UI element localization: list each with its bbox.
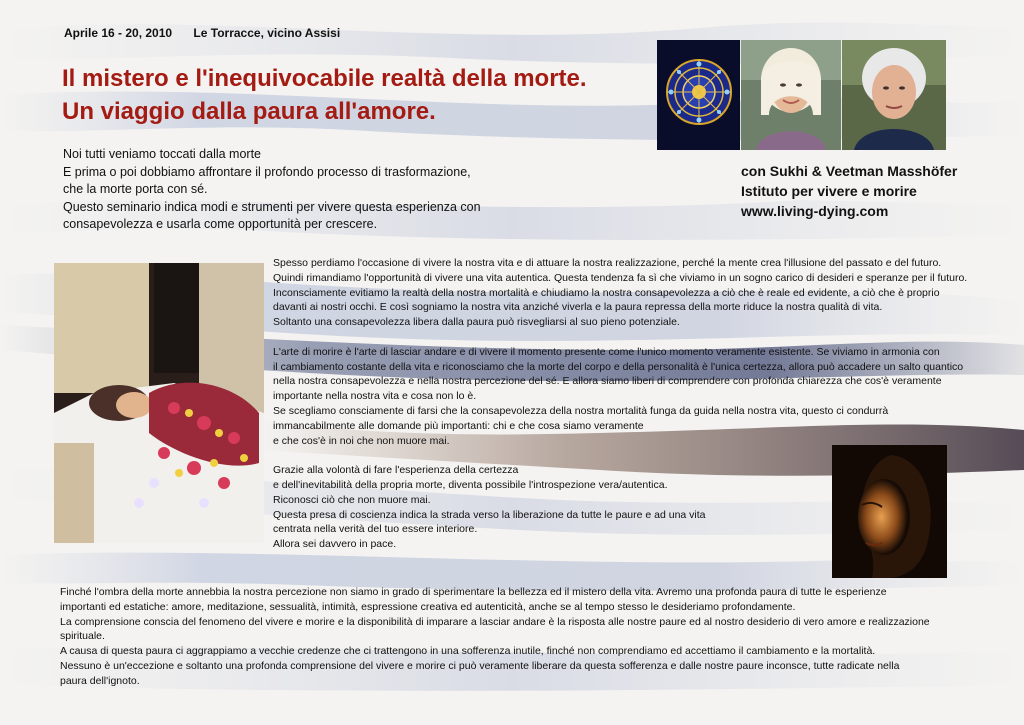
ceremony-photo [54, 263, 264, 543]
text-line: Quindi rimandiamo l'opportunità di vivere una vita autentica. Questa tendenza fa sì che viviamo in un sogno carico di desideri e speranze per il futuro. [273, 271, 968, 284]
text-line: Allora sei davvero in pace. [273, 538, 397, 551]
text-line: Spesso perdiamo l'occasione di vivere la nostra vita e di attuare la nostra realizzazione, perché la mente crea l'illusione del passato e del futuro. [273, 257, 942, 269]
mandala-image [657, 40, 740, 150]
intro-line: Questo seminario indica modi e strumenti per vivere questa esperienza con [63, 199, 481, 214]
event-date: Aprile 16 - 20, 2010 [64, 26, 173, 40]
text-line: Soltanto una consapevolezza libera dalla paura può risvegliarsi al suo pieno potenziale. [273, 316, 680, 329]
website-link[interactable]: www.living-dying.com [741, 203, 889, 219]
face-photo [832, 445, 947, 578]
title-line-1: Il mistero e l'inequivocabile realtà della morte. [62, 65, 587, 92]
text-line: L'arte di morire è l'arte di lasciar andare e di vivere il momento presente come l'unico momento veramente esistente. Se viviamo in armonia con [273, 345, 940, 358]
text-line: e che cos'è in noi che non muore mai. [273, 434, 450, 447]
intro-line: consapevolezza e usarla come opportunità per crescere. [63, 217, 378, 231]
footer-line: La comprensione conscia del fenomeno del vivere e morire e la disponibilità di imparare a lasciar andare è la risposta alle nostre paure ed al nostro desiderio di vero amore e realizzazione [60, 615, 930, 628]
intro-line: che la morte porta con sé. [63, 182, 208, 196]
footer-line: spirituale. [60, 630, 105, 643]
event-location: Le Torracce, vicino Assisi [193, 26, 341, 40]
text-line: Se scegliamo consciamente di farsi che la consapevolezza della nostra mortalità funga da guida nella nostra vita, questo ci condurrà [273, 404, 889, 417]
paragraph-1 [273, 256, 1018, 330]
paragraph-2 [273, 345, 1018, 449]
text-line: Inconsciamente evitiamo la realtà della nostra mortalità e chiudiamo la nostra consapevolezza a ciò che è reale ed evidente, a ciò che è proprio [273, 286, 940, 299]
text-line: e dell'inevitabilità della propria morte, diventa possibile l'introspezione vera/autentica. [273, 478, 668, 491]
text-line: centrata nella verità del tuo essere interiore. [273, 523, 478, 536]
intro-line: E prima o poi dobbiamo affrontare il profondo processo di trasformazione, [63, 164, 471, 179]
text-line: davanti ai nostri occhi. E così sogniamo la nostra vita anziché viverla e la paura repressa della morte riduce la nostra qualità di vita. [273, 301, 883, 314]
presenters-info [741, 161, 1001, 221]
footer-line: paura dell'ignoto. [60, 674, 140, 687]
text-line: Grazie alla volontà di fare l'esperienza della certezza [273, 464, 519, 477]
footer-line: A causa di questa paura ci aggrappiamo a vecchie credenze che ci trattengono in una sofferenza inutile, finché non comprendiamo ed accettiamo il cambiamento e la mortalità. [60, 645, 876, 658]
footer-text [60, 585, 1010, 689]
text-line: importante nella nostra vita e cosa non lo è. [273, 390, 477, 403]
text-line: il cambiamento costante della vita e riconosciamo che la morte del corpo e della personalità è l'unica certezza, allora può accadere un salto quantico [273, 360, 964, 373]
intro-line: Noi tutti veniamo toccati dalla morte [63, 147, 262, 161]
portrait-veetman [842, 40, 946, 150]
footer-line: Finché l'ombra della morte annebbia la nostra percezione non siamo in grado di sperimentare la bellezza ed il mistero della vita. Avremo una profonda paura di tutte le esperienze [60, 586, 887, 598]
institute-name: Istituto per vivere e morire [741, 183, 917, 199]
intro-text [63, 146, 533, 234]
portrait-sukhi [741, 40, 841, 150]
text-line: immancabilmente alle domande più importanti: chi e che cosa siamo veramente [273, 419, 644, 432]
footer-line: Nessuno è un'eccezione e soltanto una profonda comprensione del vivere e morire ci può veramente liberare da questa sofferenza e dalle nostre paure inconsce, tutte radicate nella [60, 659, 900, 672]
text-line: Riconosci ciò che non muore mai. [273, 493, 431, 506]
title-line-2: Un viaggio dalla paura all'amore. [62, 98, 436, 125]
text-line: Questa presa di coscienza indica la strada verso la liberazione da tutte le paure e ad una vita [273, 508, 706, 521]
presenters-names: con Sukhi & Veetman Masshöfer [741, 163, 958, 179]
event-header [64, 26, 340, 40]
footer-line: importanti ed estatiche: amore, meditazione, sessualità, intimità, espressione creativa ed autenticità, anche se al tempo stesso le desideriamo profondamente. [60, 600, 796, 613]
text-line: nella nostra consapevolezza e nella nostra percezione del sé. E allora siamo liberi di comprendere con profonda chiarezza che cos'è veramente [273, 375, 942, 388]
page-title [62, 62, 662, 128]
